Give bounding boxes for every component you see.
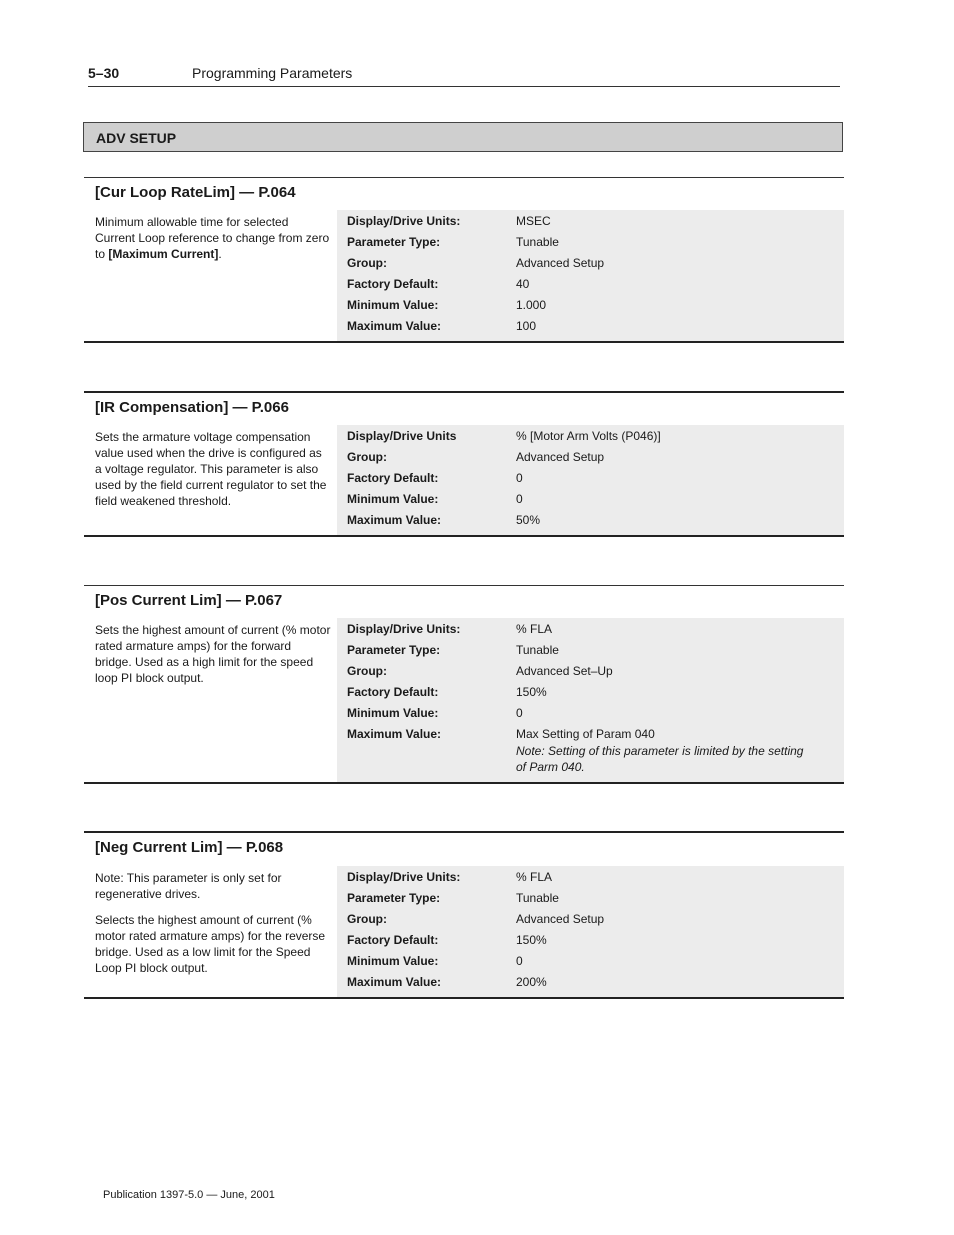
- param-description: [95, 870, 331, 986]
- property-row: Minimum Value: 0: [347, 706, 523, 720]
- property-row: Factory Default: 150%: [347, 933, 547, 947]
- property-panel: [337, 210, 844, 341]
- property-row: Minimum Value: 0: [347, 954, 523, 968]
- param-reference: [Maximum Current]: [108, 247, 219, 261]
- param-title: [Neg Current Lim] — P.068: [95, 839, 284, 856]
- param-note: Note: This parameter is only set for regenerative drives.: [95, 871, 282, 901]
- property-row: Display/Drive Units % [Motor Arm Volts (P046)]: [347, 429, 661, 443]
- property-row: Group: Advanced Setup: [347, 256, 605, 270]
- property-row: Minimum Value: 0: [347, 492, 523, 506]
- property-panel: [337, 425, 844, 535]
- property-row: Display/Drive Units: % FLA: [347, 870, 553, 884]
- property-panel: [337, 866, 844, 997]
- section-title: ADV SETUP: [96, 130, 177, 146]
- param-block-p067: [84, 585, 844, 784]
- property-row: Maximum Value: 100: [347, 319, 537, 333]
- param-description: Sets the armature voltage compensation value used when the drive is configured as a voltage regulator. This parameter is also used by the field current regulator to set the field weakened threshold.: [95, 430, 327, 508]
- param-description: Minimum allowable time for selected Current Loop reference to change from zero to [Maximum Current].: [95, 215, 330, 261]
- property-row: Minimum Value: 1.000: [347, 298, 547, 312]
- property-row: Group: Advanced Set–Up: [347, 664, 613, 678]
- param-title: [Pos Current Lim] — P.067: [95, 592, 283, 609]
- property-row: Parameter Type: Tunable: [347, 643, 559, 657]
- property-row: Maximum Value: Max Setting of Param 040 Note: Setting of this parameter is limited by the setting of Parm 040.: [337, 723, 844, 771]
- section-bar: [83, 122, 843, 152]
- property-row: Factory Default: 150%: [347, 685, 547, 699]
- property-panel: [337, 618, 844, 782]
- property-row: Display/Drive Units: % FLA: [347, 622, 553, 636]
- param-block-p068: [84, 831, 844, 999]
- property-row: Parameter Type: Tunable: [347, 891, 559, 905]
- property-row: Parameter Type: Tunable: [347, 235, 559, 249]
- property-row: Maximum Value: 200%: [347, 975, 547, 989]
- property-row: Factory Default: 0: [347, 471, 523, 485]
- publication-footer: Publication 1397-5.0 — June, 2001: [103, 1189, 275, 1201]
- page-section-title: Programming Parameters: [192, 65, 353, 81]
- param-block-p064: [84, 177, 844, 343]
- page-number: 5–30: [88, 65, 120, 81]
- param-description-text: Selects the highest amount of current (% motor rated armature amps) for the reverse bridge. Used as a low limit for the Speed Loop PI block output.: [95, 913, 326, 975]
- property-row: Maximum Value: 50%: [347, 513, 541, 527]
- property-row: Group: Advanced Setup: [347, 450, 605, 464]
- page-header: [88, 64, 840, 87]
- property-row: Display/Drive Units: MSEC: [347, 214, 551, 228]
- param-block-p066: [84, 391, 844, 537]
- param-title: [IR Compensation] — P.066: [95, 399, 289, 416]
- param-title: [Cur Loop RateLim] — P.064: [95, 184, 296, 201]
- param-description: Sets the highest amount of current (% motor rated armature amps) for the forward bridge. Used as a high limit for the speed loop PI block output.: [95, 623, 331, 685]
- property-row: Factory Default: 40: [347, 277, 530, 291]
- property-row: Group: Advanced Setup: [347, 912, 605, 926]
- max-value-note: Note: Setting of this parameter is limited by the setting of Parm 040.: [516, 744, 804, 774]
